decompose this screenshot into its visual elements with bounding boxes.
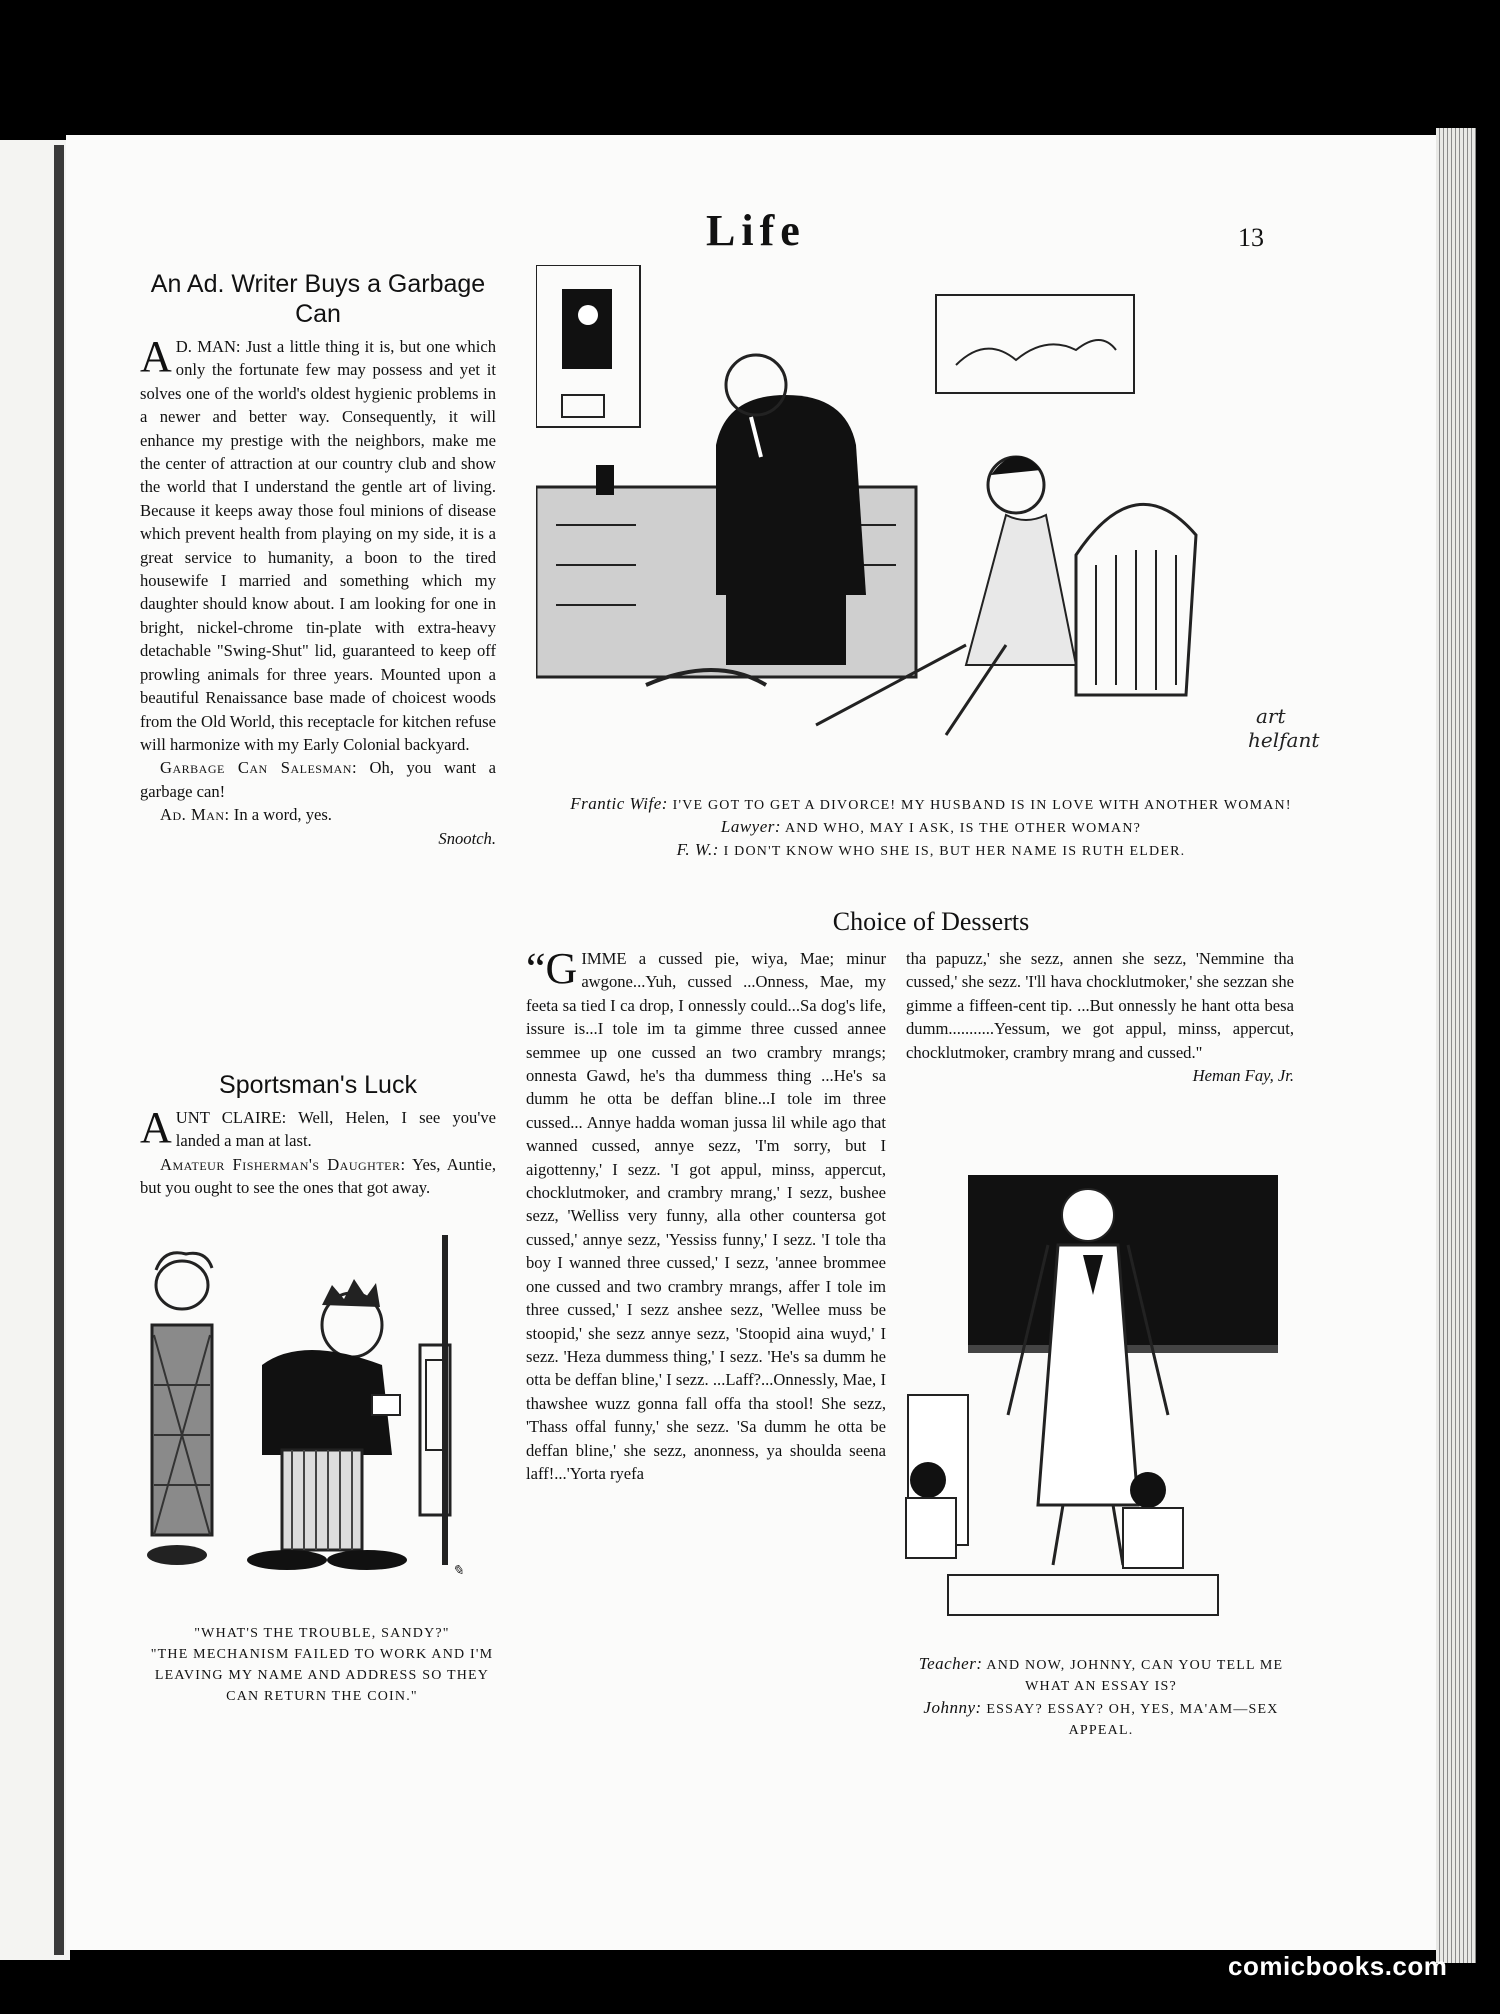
drop-cap: A — [140, 1103, 172, 1152]
speaker-label: Frantic Wife: — [570, 794, 668, 813]
article-ad-writer — [140, 269, 496, 850]
artist-signature: art — [1256, 704, 1286, 728]
dialogue-line: Yes, Auntie, but you ought to see the ones that got away. — [140, 1154, 497, 1198]
caption-line: "WHAT'S THE TROUBLE, SANDY?" — [194, 1626, 450, 1641]
article-body: D. MAN: Just a little thing it is, but one which only the fortunate few may possess and yet it solves one of the world's oldest hygienic problems in a newer and better way. Consequently, it will enhance my prestige with the neighbors, make me the center of attraction at our country club and show the world that I understand the gentle art of living. Because it keeps away those foul minions of disease which prevent health from playing on my side, it is a great service to humanity, a boon to the tired housewife I married and something which my daughter should know about. I am looking for one in bright, nickel-chrome tin-plate with extra-heavy detachable "Swing-Shut" lid, guaranteed to keep off prowling animals for three years. Mounted upon a beautiful Renaissance base made of choicest woods from the Old World, this receptacle for kitchen refuse will harmonize with my Early Colonial backyard. — [140, 337, 496, 754]
speaker-label: Garbage Can Salesman: — [160, 758, 358, 778]
article-desserts-col2 — [906, 947, 1294, 1087]
caption-line: I DON'T KNOW WHO SHE IS, BUT HER NAME IS RUTH ELDER. — [718, 844, 1186, 859]
caption-line: "THE MECHANISM FAILED TO WORK AND I'M LEAVING MY NAME AND ADDRESS SO THEY CAN RETURN THE COIN." — [150, 1647, 494, 1704]
article-title: Choice of Desserts — [832, 907, 1030, 936]
site-watermark: comicbooks.com — [1228, 1951, 1448, 1981]
article-sportsman — [140, 1070, 496, 1200]
speaker-label: Ad. Man: — [160, 805, 230, 825]
article-title: Sportsman's Luck — [219, 1071, 417, 1099]
cartoon-caption — [146, 1623, 498, 1707]
vending-machine-cartoon — [142, 1235, 502, 1615]
byline: Snootch. — [438, 828, 496, 848]
magazine-page — [66, 135, 1436, 1950]
dialogue-line: In a word, yes. — [229, 805, 332, 825]
cartoon-caption — [896, 1653, 1306, 1741]
drop-cap: A — [140, 332, 172, 381]
divorce-lawyer-cartoon — [536, 265, 1346, 765]
byline: Heman Fay, Jr. — [1192, 1066, 1294, 1086]
artist-signature: helfant — [1248, 728, 1320, 752]
masthead: Life — [706, 206, 806, 255]
speaker-label: Lawyer: — [720, 817, 782, 836]
caption-line: ESSAY? ESSAY? OH, YES, MA'AM—SEX APPEAL. — [981, 1702, 1279, 1738]
page-stack-edge — [1436, 128, 1476, 1963]
article-body: UNT CLAIRE: Well, Helen, I see you've landed a man at last. — [175, 1108, 496, 1151]
left-page-gutter — [54, 145, 64, 1955]
speaker-label: Johnny: — [923, 1698, 982, 1717]
caption-line: I'VE GOT TO GET A DIVORCE! MY HUSBAND IS IN LOVE WITH ANOTHER WOMAN! — [667, 798, 1292, 813]
dialogue-line: Oh, you want a garbage can! — [140, 758, 496, 801]
cartoon-caption — [526, 793, 1336, 862]
speaker-label: F. W.: — [676, 840, 719, 859]
speaker-label: Teacher: — [918, 1654, 983, 1673]
artist-signature: ✎ — [452, 1564, 464, 1579]
article-body: IMME a cussed pie, wiya, Mae; minur awgone...Yuh, cussed ...Onness, Mae, my feeta sa tied I ca drop, I onnessly could...Sa dog's life, issure is...I tole im ta gimme three cussed annee semmee up one cussed an two crambry mrangs; onnesta Gawd, he's tha dummess thing ...He's sa dumm he otta be deffan bline...I tole im three cussed... Annye hadda woman jussa lil while ago that wanned cussed, annye sezz, 'I'm sorry, but I aigottenny,' I sezz. 'I got appul, minss, appercut, chocklutmoker, and crambry mrang,' I sezz, bushee sezz, 'Welliss very funny, alla other countersa got cussed,' annye sezz, 'Yessiss funny,' I sezz. 'I tole tha boy I wanned three cussed,' I sezz, 'annee brommee one cussed and two crambry mrangs, affer I tole im three cussed,' I sezz anshee sezz, 'Wellee muss be stoopid,' she sezz annye sezz, 'Stoopid aina wuyd,' I sezz. 'Heza dummess thing,' I sezz. 'He's sa dumm he otta be deffan bline,' I sezz. ...Laff?...Onnessly, Mae, I thawshee wuzz gonna fall offa tha stool! She sezz, 'Thass offal funny,' she sezz. 'Sa dumm he otta be deffan bline,' she sezz, anonness, ya shoulda seena laff!...'Yorta ryefa — [526, 949, 886, 1483]
article-body: tha papuzz,' she sezz, annen she sezz, 'Nemmine tha cussed,' she sezz. 'I'll hava chocklutmoker,' she sezzan she gimme a fiffeen-cent tip. ...But onnessly he hant otta besa dumm...........Yessum, we got appul, minss, appercut, chocklutmoker, crambry mrang and cussed." — [906, 949, 1294, 1062]
drop-cap: “G — [526, 944, 578, 993]
teacher-classroom-cartoon — [888, 1175, 1308, 1625]
article-title: An Ad. Writer Buys a Garbage Can — [150, 270, 486, 328]
article-desserts-col1 — [526, 944, 886, 1485]
speaker-label: Amateur Fisherman's Daughter: — [160, 1154, 406, 1174]
caption-line: AND NOW, JOHNNY, CAN YOU TELL ME WHAT AN ESSAY IS? — [982, 1658, 1284, 1694]
caption-line: AND WHO, MAY I ASK, IS THE OTHER WOMAN? — [781, 821, 1142, 836]
page-number: 13 — [1238, 223, 1264, 252]
